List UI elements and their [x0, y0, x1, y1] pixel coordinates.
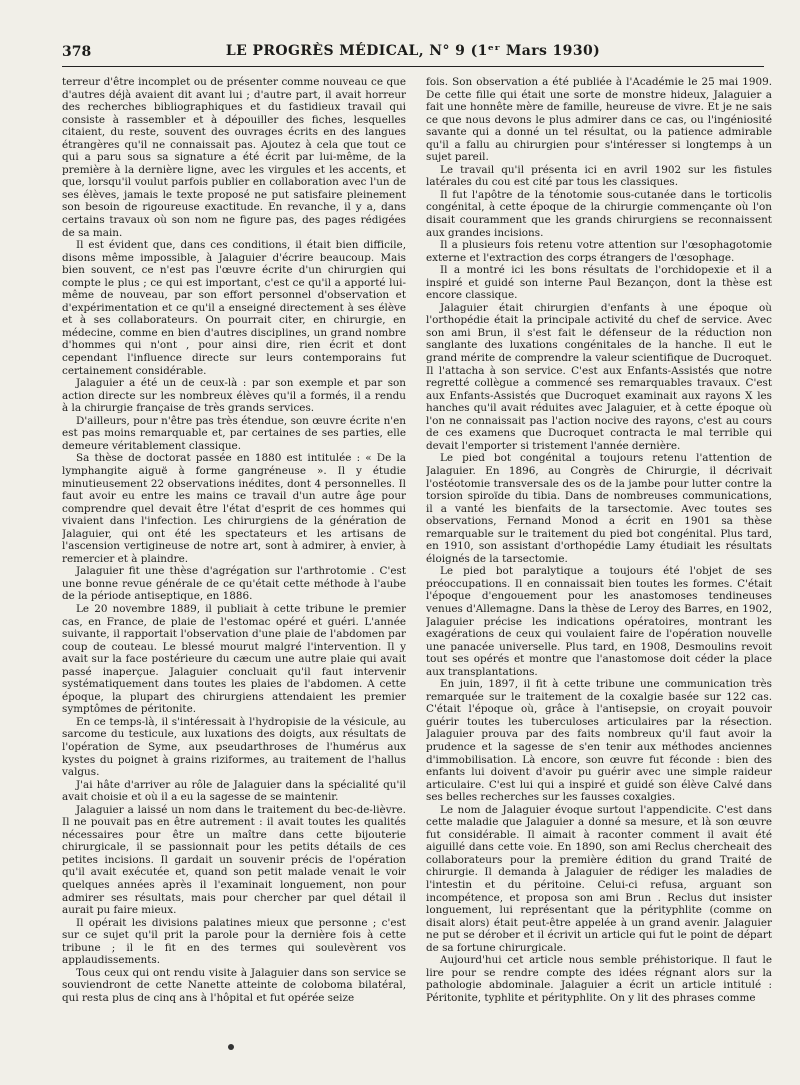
paragraph: Le travail qu'il présenta ici en avril 1902 sur les fistules latérales du cou est cité par tous les classiques.: [426, 163, 772, 189]
paragraph: Le nom de Jalaguier évoque surtout l'appendicite. C'est dans cette maladie que Jalaguier a donné sa mesure, et là son œuvre fut considérable. Il aimait à raconter comment il avait été aiguillé dans cette voie. En 1890, son ami Reclus chercheait des collaborateurs pour la première édition du grand Traité de chirurgie. Il demanda à Jalaguier de rédiger les maladies de l'intestin et du péritoine. Celui-ci refusa, arguant son incompétence, et proposa son ami Brun . Reclus dut insister longuement, lui représentant que la pérityphlite (comme on disait alors) était peut-être appelée à un grand avenir. Jalaguier ne put se dérober et il écrivit un article qui fut le point de départ de sa fortune chirurgicale.: [426, 803, 772, 954]
paragraph: Jalaguier a été un de ceux-là : par son exemple et par son action directe sur les nombreux élèves qu'il a formés, il a rendu à la chirurgie française de très grands services.: [62, 377, 406, 415]
paragraph: Il a montré ici les bons résultats de l'orchidopexie et il a inspiré et guidé son interne Paul Bezançon, dont la thèse est encore classique.: [426, 264, 772, 302]
paragraph: fois. Son observation a été publiée à l'Académie le 25 mai 1909. De cette fille qui était une sorte de monstre hideux, Jalaguier a fait une honnête mère de famille, heureuse de vivre. Et je ne sais ce que nous devons le plus admirer dans ce cas, ou l'ingéniosité savante qui a donné un tel résultat, ou la patience admirable qu'il a fallu au chirurgien pour s'intéresser si longtemps à un sujet pareil.: [426, 76, 772, 164]
paragraph: Tous ceux qui ont rendu visite à Jalaguier dans son service se souviendront de cette Nanette atteinte de coloboma bilatéral, qui resta plus de cinq ans à l'hôpital et fut opérée seize: [62, 966, 406, 1004]
paragraph: Aujourd'hui cet article nous semble préhistorique. Il faut le lire pour se rendre compte des idées régnant alors sur la pathologie abdominale. Jalaguier a écrit un article intitulé : Péritonite, typhlite et pérityphlite. On y lit des phrases comme: [426, 954, 772, 1004]
left-column: [62, 76, 406, 1066]
running-title: LE PROGRÈS MÉDICAL, N° 9 (1ᵉʳ Mars 1930): [225, 43, 601, 59]
paragraph: Sa thèse de doctorat passée en 1880 est intitulée : « De la lymphangite aiguë à forme gangréneuse ». Il y étudie minutieusement 22 observations inédites, dont 4 personnelles. Il faut avoir eu entre les mains ce travail d'un autre âge pour comprendre quel devait être l'état d'esprit de ces hommes qui vivaient dans l'infection. Les chirurgiens de la génération de Jalaguier, qui ont été les spectateurs et les artisans de l'ascension vertigineuse de notre art, sont à admirer, à envier, à remercier et à plaindre.: [62, 452, 406, 565]
paragraph: Jalaguier a laissé un nom dans le traitement du bec-de-lièvre. Il ne pouvait pas en être autrement : il avait toutes les qualités nécessaires pour être un maître dans cette bijouterie chirurgicale, il se passionnait pour les petits détails de ces petites incisions. Il gardait un souvenir précis de l'opération qu'il avait exécutée et, quand son petit malade venait le voir quelques années après il l'examinait longuement, non pour admirer ses résultats, mais pour chercher par quel détail il aurait pu faire mieux.: [62, 803, 406, 917]
paragraph: En juin, 1897, il fit à cette tribune une communication très remarquée sur le traitement de la coxalgie basée sur 122 cas. C'était l'époque où, grâce à l'antisepsie, on croyait pouvoir guérir toutes les tuberculoses articulaires par la résection. Jalaguier prouva par des faits nombreux qu'il faut avoir la prudence et la sagesse de s'en tenir aux méthodes anciennes d'immobilisation. Là encore, son œuvre fut féconde : bien des enfants lui doivent d'avoir pu guérir avec une simple raideur articulaire. C'est lui qui a inspiré et guidé son élève Calvé dans ses belles recherches sur les fausses coxalgies.: [426, 678, 772, 804]
page-header: [62, 40, 764, 67]
paragraph: Il fut l'apôtre de la ténotomie sous-cutanée dans le torticolis congénital, à cette époque de la chirurgie commençante où l'on disait couramment que les grands chirurgiens se reconnaissent aux grandes incisions.: [426, 188, 772, 239]
paragraph: Jalaguier était chirurgien d'enfants à une époque où l'orthopédie était la principale activité du chef de service. Avec son ami Brun, il s'est fait le défenseur de la réduction non sanglante des luxations congénitales de la hanche. Il eut le grand mérite de comprendre la valeur scientifique de Ducroquet. Il l'attacha à son service. C'est aux Enfants-Assistés que notre regretté collègue a commencé ses remarquables travaux. C'est aux Enfants-Assistés que Ducroquet examinait aux rayons X les hanches qu'il avait réduites avec Jalaguier, et à cette époque où l'on ne connaissait pas l'action nocive des rayons, c'est au cours de ces examens que Ducroquet contracta le mal terrible qui devait l'emporter si tristement l'année dernière.: [426, 301, 772, 452]
paragraph: Le pied bot congénital a toujours retenu l'attention de Jalaguier. En 1896, au Congrès de Chirurgie, il décrivait l'ostéotomie transversale des os de la jambe pour lutter contre la torsion spiroïde du tibia. Dans de nombreuses communications, il a vanté les bienfaits de la tarsectomie. Avec toutes ses observations, Fernand Monod a écrit en 1901 sa thèse remarquable sur le traitement du pied bot congénital. Plus tard, en 1910, son assistant d'orthopédie Lamy étudiait les résultats éloignés de la tarsectomie.: [426, 452, 772, 565]
paragraph: J'ai hâte d'arriver au rôle de Jalaguier dans la spécialité qu'il avait choisie et où il a eu la sagesse de se maintenir.: [62, 778, 406, 804]
ink-dot: [228, 1044, 234, 1050]
paragraph: Jalaguier fit une thèse d'agrégation sur l'arthrotomie . C'est une bonne revue générale de ce qu'était cette méthode à l'aube de la période antiseptique, en 1886.: [62, 565, 406, 603]
paragraph: Le pied bot paralytique a toujours été l'objet de ses préoccupations. Il en connaissait bien toutes les formes. C'était l'époque d'engouement pour les anastomoses tendineuses venues d'Allemagne. Dans la thèse de Leroy des Barres, en 1902, Jalaguier précise les indications opératoires, montrant les exagérations de ceux qui voulaient faire de l'opération nouvelle une panacée universelle. Plus tard, en 1908, Desmoulins revoit tout ses opérés et montre que l'anastomose doit céder la place aux transplantations.: [426, 565, 772, 678]
page-number: 378: [62, 44, 92, 60]
paragraph: Il opérait les divisions palatines mieux que personne ; c'est sur ce sujet qu'il prit la parole pour la dernière fois à cette tribune ; il le fit en des termes qui soulevèrent vos applaudissements.: [62, 916, 406, 967]
paragraph: D'ailleurs, pour n'être pas très étendue, son œuvre écrite n'en est pas moins remarquable et, par certaines de ses parties, elle demeure véritablement classique.: [62, 414, 406, 452]
paragraph: Le 20 novembre 1889, il publiait à cette tribune le premier cas, en France, de plaie de l'estomac opéré et guéri. L'année suivante, il rapportait l'observation d'une plaie de l'abdomen par coup de couteau. Le blessé mourut malgré l'intervention. Il y avait sur la face postérieure du cæcum une autre plaie qui avait passé inaperçue. Jalaguier concluait qu'il faut intervenir systématiquement dans toutes les plaies de l'abdomen. A cette époque, la plupart des chirurgiens attendaient les premier symptômes de péritonite.: [62, 602, 406, 716]
right-column: [426, 76, 772, 1066]
paragraph: Il est évident que, dans ces conditions, il était bien difficile, disons même impossible, à Jalaguier d'écrire beaucoup. Mais bien souvent, ce n'est pas l'œuvre écrite d'un chirurgien qui compte le plus ; ce qui est important, c'est ce qu'il a apporté lui-même de nouveau, par son effort personnel d'observation et d'expérimentation et ce qu'il a enseigné directement à ses élève et à ses collaborateurs. On pourrait citer, en chirurgie, en médecine, comme en bien d'autres disciplines, un grand nombre d'hommes qui n'ont , pour ainsi dire, rien écrit et dont cependant l'influence directe sur leurs contemporains fut certainement considérable.: [62, 239, 406, 377]
paragraph: terreur d'être incomplet ou de présenter comme nouveau ce que d'autres déjà avaient dit avant lui ; d'autre part, il avait horreur des recherches bibliographiques et du fastidieux travail qui consiste à rassembler et à dépouiller des fiches, lesquelles citaient, du reste, souvent des ouvrages écrits en des langues étrangères qu'il ne connaissait pas. Ajoutez à cela que tout ce qui a paru sous sa signature a été écrit par lui-même, de la première à la dernière ligne, avec les virgules et les accents, et que, lorsqu'il voulut parfois publier en collaboration avec l'un de ses élèves, jamais le texte proposé ne put satisfaire pleinement son besoin de rigoureuse exactitude. En revanche, il y a, dans certains travaux où son nom ne figure pas, des pages rédigées de sa main.: [62, 76, 406, 239]
paragraph: En ce temps-là, il s'intéressait à l'hydropisie de la vésicule, au sarcome du testicule, aux luxations des doigts, aux résultats de l'opération de Syme, aux pseudarthroses de l'humérus aux kystes du poignet à grains riziformes, au traitement de l'hallus valgus.: [62, 715, 406, 779]
paragraph: Il a plusieurs fois retenu votre attention sur l'œsophagotomie externe et l'extraction des corps étrangers de l'œsophage.: [426, 239, 772, 264]
